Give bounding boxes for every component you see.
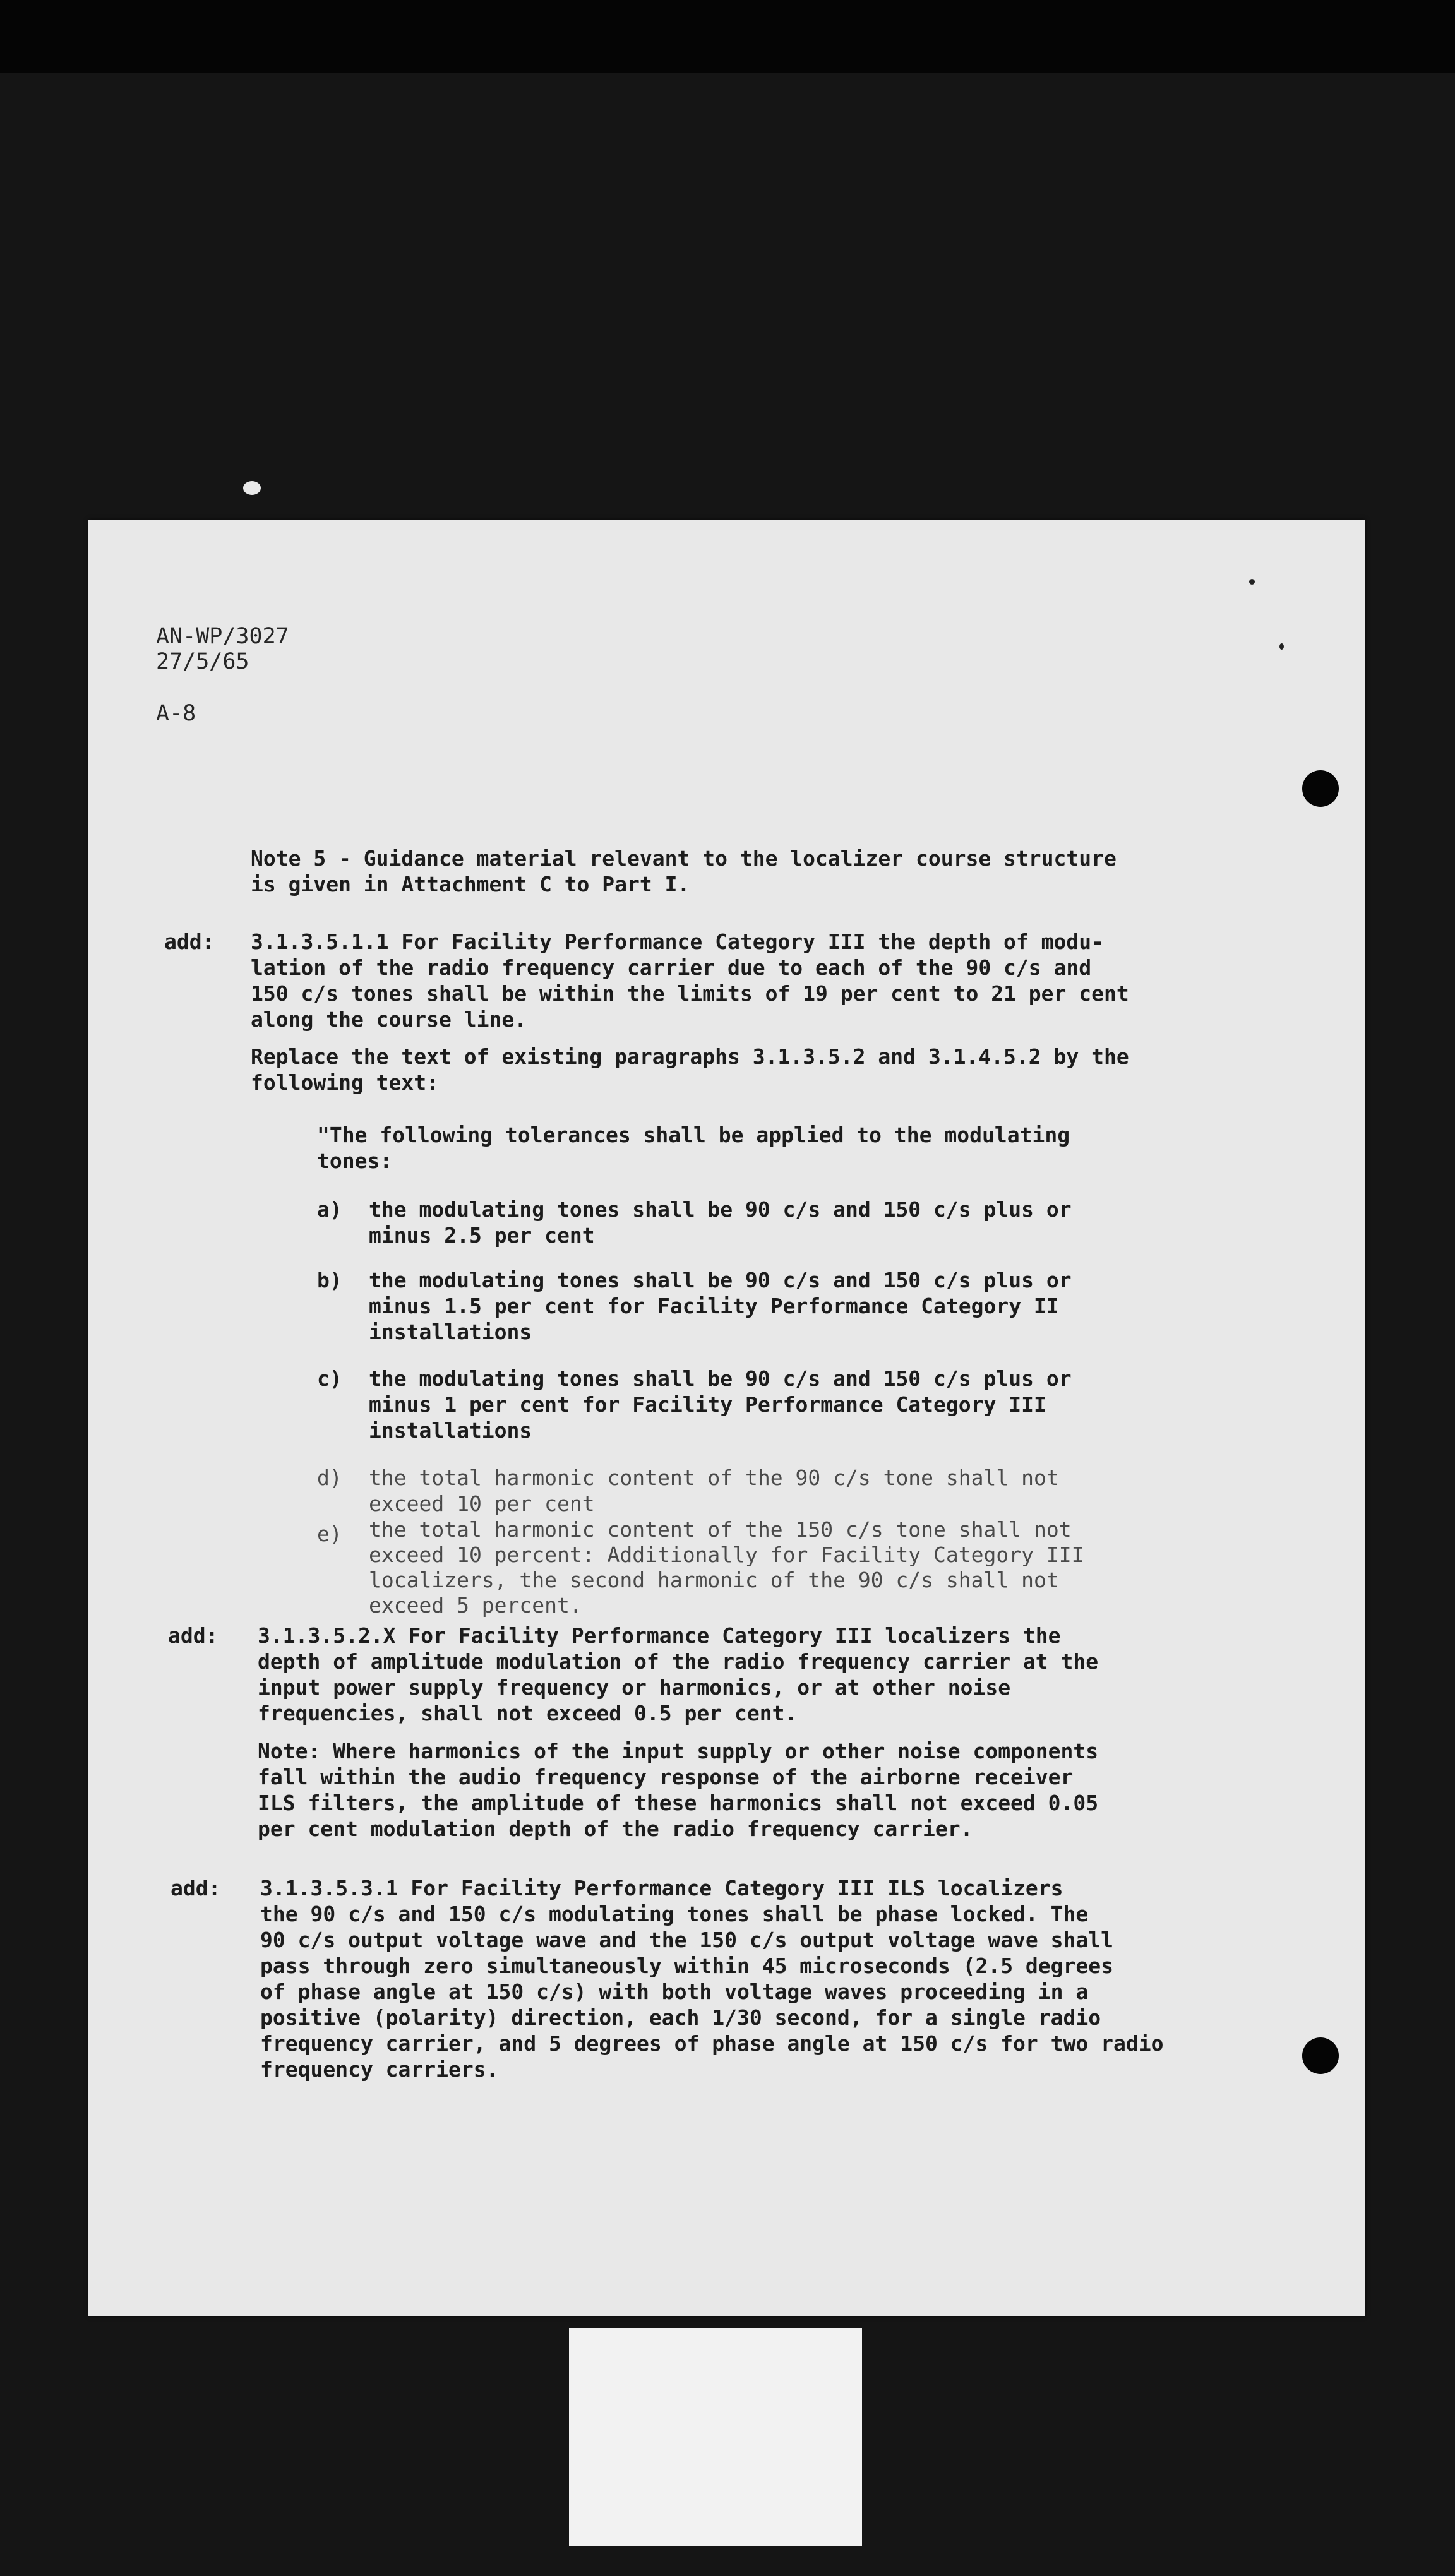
add-label: add: bbox=[164, 929, 215, 954]
note-5-line: is given in Attachment C to Part I. bbox=[251, 872, 690, 897]
paragraph-line: 3.1.3.5.3.1 For Facility Performance Category III ILS localizers bbox=[260, 1876, 1063, 1900]
paragraph-line: Note: Where harmonics of the input supply or other noise components bbox=[258, 1739, 1099, 1763]
item-line: the modulating tones shall be 90 c/s and 150 c/s plus or bbox=[369, 1268, 1072, 1292]
item-d-letter: d) bbox=[317, 1465, 342, 1490]
paragraph-3-1-3-5-3-1 bbox=[260, 1875, 1163, 2082]
item-e bbox=[369, 1517, 1084, 1618]
paragraph-line: along the course line. bbox=[251, 1007, 527, 1032]
paragraph-line: positive (polarity) direction, each 1/30 second, for a single radio bbox=[260, 2005, 1101, 2030]
paragraph-line: 3.1.3.5.1.1 For Facility Performance Category III the depth of modu- bbox=[251, 929, 1105, 954]
paragraph-line: the 90 c/s and 150 c/s modulating tones shall be phase locked. The bbox=[260, 1902, 1089, 1926]
note-5 bbox=[251, 845, 1117, 897]
item-a bbox=[369, 1196, 1072, 1248]
item-e-letter: e) bbox=[317, 1522, 342, 1546]
item-line: installations bbox=[369, 1320, 532, 1344]
paragraph-line: following text: bbox=[251, 1070, 440, 1095]
item-line: the total harmonic content of the 150 c/s tone shall not bbox=[369, 1517, 1072, 1542]
item-d bbox=[369, 1465, 1059, 1517]
document-page bbox=[88, 520, 1365, 2316]
paragraph-line: 90 c/s output voltage wave and the 150 c/s output voltage wave shall bbox=[260, 1928, 1114, 1952]
tolerances-intro bbox=[317, 1122, 1070, 1174]
page-speck bbox=[1279, 643, 1284, 650]
paragraph-line: fall within the audio frequency response of the airborne receiver bbox=[258, 1765, 1074, 1789]
item-line: the modulating tones shall be 90 c/s and 150 c/s plus or bbox=[369, 1366, 1072, 1391]
item-line: minus 1.5 per cent for Facility Performance Category II bbox=[369, 1294, 1059, 1318]
paragraph-line: 150 c/s tones shall be within the limits of 19 per cent to 21 per cent bbox=[251, 981, 1129, 1006]
item-c-letter: c) bbox=[317, 1366, 342, 1391]
replace-instruction bbox=[251, 1044, 1129, 1095]
paragraph-line: "The following tolerances shall be applied to the modulating bbox=[317, 1123, 1070, 1147]
item-line: minus 2.5 per cent bbox=[369, 1223, 595, 1248]
paragraph-line: of phase angle at 150 c/s) with both voltage waves proceeding in a bbox=[260, 1979, 1089, 2004]
film-speck bbox=[243, 481, 261, 495]
item-b-letter: b) bbox=[317, 1268, 342, 1292]
item-a-letter: a) bbox=[317, 1197, 342, 1222]
item-line: the modulating tones shall be 90 c/s and 150 c/s plus or bbox=[369, 1197, 1072, 1222]
page-speck bbox=[1249, 579, 1255, 585]
paragraph-line: lation of the radio frequency carrier due to each of the 90 c/s and bbox=[251, 955, 1092, 980]
item-b bbox=[369, 1267, 1072, 1345]
paragraph-line: input power supply frequency or harmonics, or at other noise bbox=[258, 1675, 1011, 1700]
item-line: minus 1 per cent for Facility Performance Category III bbox=[369, 1392, 1046, 1417]
paragraph-line: per cent modulation depth of the radio frequency carrier. bbox=[258, 1816, 973, 1841]
item-line: exceed 5 percent. bbox=[369, 1593, 582, 1618]
doc-reference: AN-WP/3027 bbox=[156, 624, 289, 649]
film-target-card bbox=[569, 2328, 862, 2546]
paragraph-line: ILS filters, the amplitude of these harmonics shall not exceed 0.05 bbox=[258, 1791, 1099, 1815]
paragraph-3-1-3-5-2-x bbox=[258, 1623, 1098, 1726]
add-label: add: bbox=[171, 1876, 221, 1900]
item-line: exceed 10 percent: Additionally for Facility Category III bbox=[369, 1542, 1084, 1567]
paragraph-line: pass through zero simultaneously within 45 microseconds (2.5 degrees bbox=[260, 1953, 1114, 1978]
film-top-strip bbox=[0, 0, 1455, 73]
note-harmonics bbox=[258, 1738, 1098, 1842]
item-line: localizers, the second harmonic of the 90 c/s shall not bbox=[369, 1568, 1059, 1592]
item-c bbox=[369, 1366, 1072, 1443]
paragraph-line: frequencies, shall not exceed 0.5 per cent. bbox=[258, 1701, 798, 1726]
paragraph-line: Replace the text of existing paragraphs 3.1.3.5.2 and 3.1.4.5.2 by the bbox=[251, 1044, 1129, 1069]
page-number: A-8 bbox=[156, 701, 196, 726]
punch-hole-top bbox=[1302, 770, 1339, 807]
paragraph-line: depth of amplitude modulation of the radio frequency carrier at the bbox=[258, 1649, 1099, 1674]
add-label: add: bbox=[168, 1623, 219, 1648]
paragraph-line: 3.1.3.5.2.X For Facility Performance Category III localizers the bbox=[258, 1623, 1061, 1648]
paragraph-3-1-3-5-1-1 bbox=[251, 929, 1129, 1032]
paragraph-line: frequency carrier, and 5 degrees of phase angle at 150 c/s for two radio bbox=[260, 2031, 1164, 2056]
doc-date: 27/5/65 bbox=[156, 649, 249, 674]
paragraph-line: tones: bbox=[317, 1148, 393, 1173]
paragraph-line: frequency carriers. bbox=[260, 2057, 499, 2082]
item-line: exceed 10 per cent bbox=[369, 1491, 595, 1516]
item-line: the total harmonic content of the 90 c/s tone shall not bbox=[369, 1465, 1059, 1490]
note-5-line: Note 5 - Guidance material relevant to the localizer course structure bbox=[251, 846, 1117, 871]
item-line: installations bbox=[369, 1418, 532, 1443]
punch-hole-bottom bbox=[1302, 2037, 1339, 2074]
